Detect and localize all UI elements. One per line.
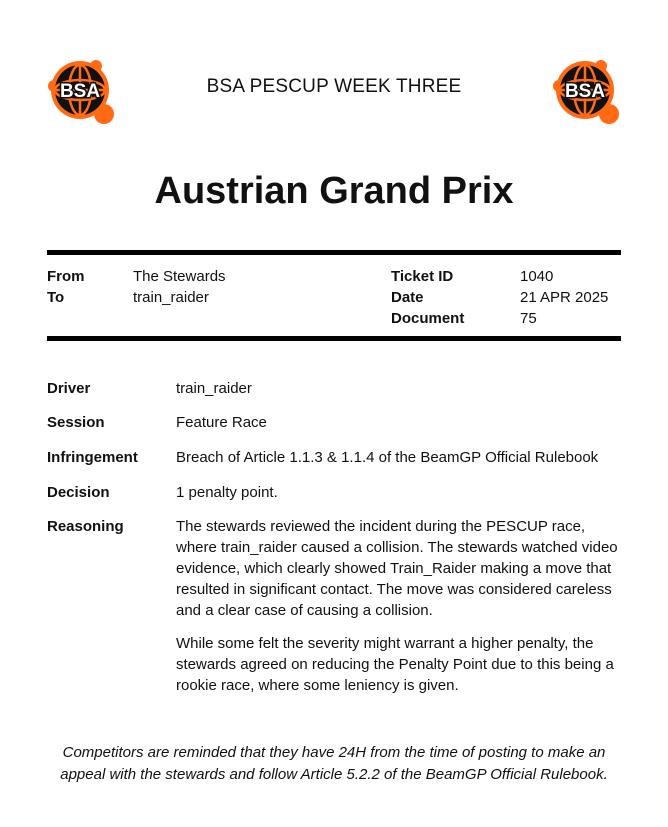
svg-text:BSA: BSA — [564, 81, 606, 102]
driver-value: train_raider — [176, 380, 252, 397]
date-label: Date — [391, 289, 424, 306]
to-value: train_raider — [133, 289, 209, 306]
decision-value: 1 penalty point. — [176, 484, 278, 501]
reasoning-paragraph: While some felt the severity might warrant a higher penalty, the stewards agreed on reducing the Penalty Point due to this being a rookie race, where some leniency is given. — [176, 635, 614, 694]
series-title: BSA PESCUP WEEK THREE — [206, 76, 462, 97]
infringement-value: Breach of Article 1.1.3 & 1.1.4 of the BeamGP Official Rulebook — [176, 449, 599, 466]
session-value: Feature Race — [176, 414, 267, 431]
to-label: To — [47, 289, 65, 306]
divider-bottom — [47, 336, 621, 341]
reasoning-paragraph: The stewards reviewed the incident during the PESCUP race, where train_raider caused a collision. The stewards watched video evidence, which clearly showed Train_Raider making a move that resulted in significant contact. The move was considered careless and a clear case of causing a collision. — [176, 518, 618, 619]
document-value: 75 — [520, 310, 537, 327]
decision-label: Decision — [47, 484, 110, 501]
document-label: Document — [391, 310, 465, 327]
svg-text:BSA: BSA — [59, 81, 101, 102]
appeal-notice: Competitors are reminded that they have 24H from the time of posting to make an appeal with the stewards and follow Article 5.2.2 of the BeamGP Official Rulebook. — [60, 744, 608, 783]
driver-label: Driver — [47, 380, 91, 397]
reasoning-label: Reasoning — [47, 518, 124, 535]
ticket-id-label: Ticket ID — [391, 268, 454, 285]
event-title: Austrian Grand Prix — [154, 170, 514, 212]
date-value: 21 APR 2025 — [520, 289, 609, 306]
from-label: From — [47, 268, 85, 285]
ticket-id-value: 1040 — [520, 268, 554, 285]
infringement-label: Infringement — [47, 449, 138, 466]
session-label: Session — [47, 414, 105, 431]
reasoning-text — [176, 516, 624, 708]
divider-top — [47, 250, 621, 255]
from-value: The Stewards — [133, 268, 226, 285]
